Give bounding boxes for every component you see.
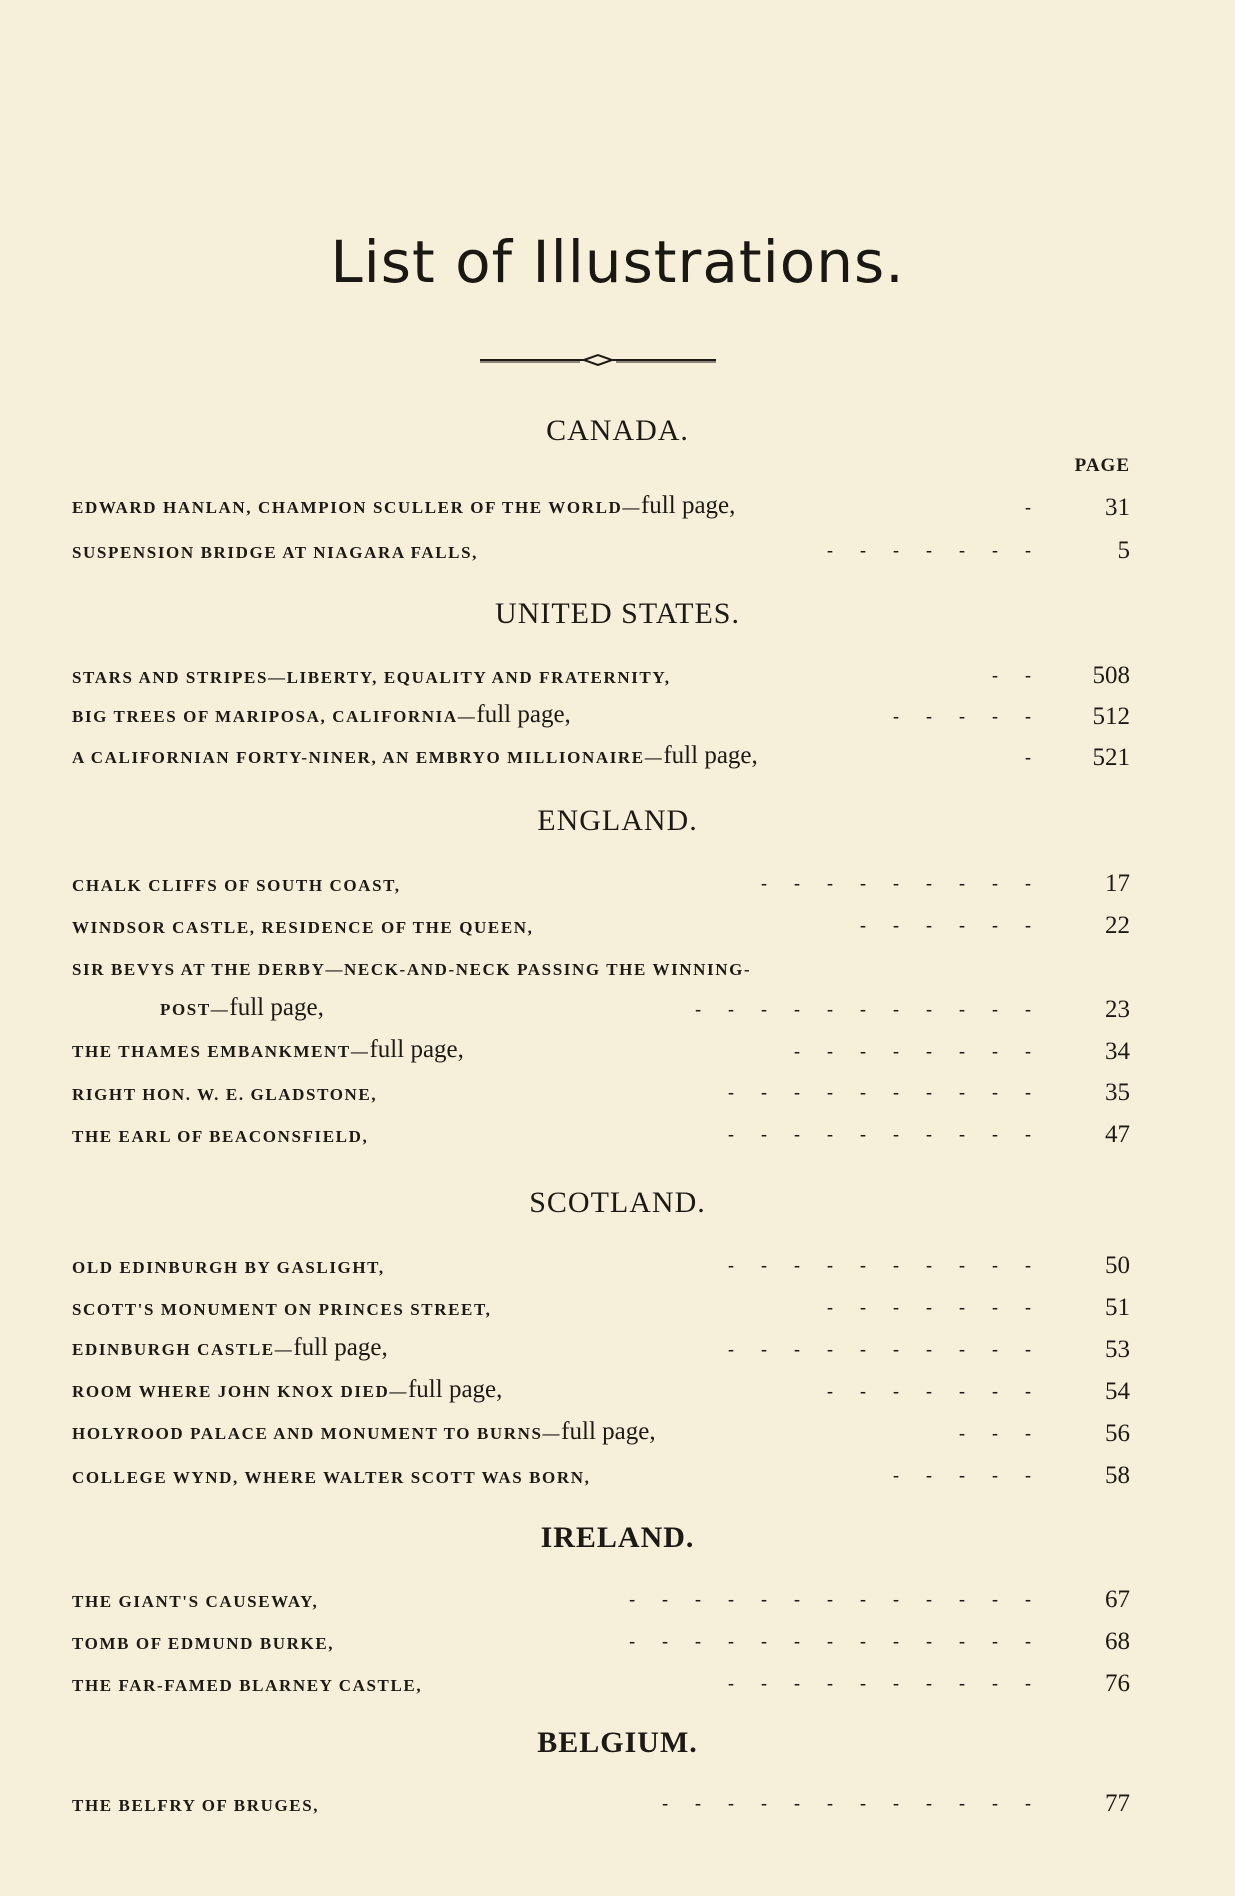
entry-page-number: 54: [1105, 1378, 1130, 1405]
dot-leader: ----------: [728, 1255, 1058, 1275]
entry-page-number: 35: [1105, 1079, 1130, 1106]
list-item: [72, 533, 1130, 567]
entry-page-number: 67: [1105, 1586, 1130, 1613]
entry-caption: THE EARL OF BEACONSFIELD,: [72, 1127, 369, 1146]
entry-caption: ROOM WHERE JOHN KNOX DIED—: [72, 1382, 408, 1401]
dot-leader: -------: [827, 1297, 1058, 1317]
entry-page-number: 512: [1092, 703, 1130, 730]
list-item: [72, 1786, 1130, 1820]
entry-note: full page,: [369, 1036, 464, 1063]
entry-page-number: 17: [1105, 870, 1130, 897]
entry-page-number: 68: [1105, 1628, 1130, 1655]
dot-leader: ----------: [728, 1124, 1058, 1144]
page-column-header: PAGE: [1074, 455, 1130, 476]
entry-page-number: 521: [1092, 744, 1130, 771]
dot-leader: ------: [860, 915, 1058, 935]
entry-caption: POST—: [160, 1000, 230, 1019]
section-heading-ireland: IRELAND.: [540, 1521, 695, 1554]
entry-caption: EDWARD HANLAN, CHAMPION SCULLER OF THE WORLD—: [72, 498, 641, 517]
entry-note: full page,: [640, 492, 736, 519]
dot-leader: -------: [827, 540, 1058, 560]
entry-note: full page,: [663, 742, 758, 769]
section-heading-scotland: SCOTLAND.: [529, 1186, 706, 1219]
list-item: [72, 658, 1130, 692]
list-item: [72, 908, 1130, 942]
entry-page-number: 51: [1105, 1294, 1130, 1321]
list-item: [72, 1582, 1130, 1616]
list-item: [72, 699, 1130, 733]
list-item: [72, 1290, 1130, 1324]
list-item: [72, 1075, 1130, 1109]
dot-leader: ----------: [728, 1673, 1058, 1693]
entry-note: full page,: [229, 994, 324, 1021]
dot-leader: -------------: [629, 1589, 1058, 1609]
entry-caption: TOMB OF EDMUND BURKE,: [72, 1634, 335, 1653]
entry-page-number: 5: [1117, 537, 1130, 564]
section-heading-england: ENGLAND.: [537, 804, 698, 837]
list-item: [72, 490, 1130, 524]
list-item: [72, 866, 1130, 900]
entry-note: full page,: [407, 1376, 503, 1403]
dot-leader: -----: [893, 706, 1058, 726]
section-heading-canada: CANADA.: [546, 414, 689, 447]
section-heading-belgium: BELGIUM.: [537, 1726, 698, 1759]
entry-caption: WINDSOR CASTLE, RESIDENCE OF THE QUEEN,: [72, 918, 534, 937]
dot-leader: ------------: [662, 1793, 1058, 1813]
entry-caption: A CALIFORNIAN FORTY-NINER, AN EMBRYO MILLIONAIRE—: [72, 748, 664, 767]
list-item: [72, 1666, 1130, 1700]
entry-caption: THE THAMES EMBANKMENT—: [72, 1042, 370, 1061]
list-item-continuation: [72, 992, 1130, 1026]
entry-page-number: 50: [1105, 1252, 1130, 1279]
entry-caption: SIR BEVYS AT THE DERBY—NECK-AND-NECK PASSING THE WINNING-: [72, 960, 752, 979]
entry-page-number: 56: [1105, 1420, 1130, 1447]
entry-page-number: 23: [1105, 996, 1130, 1023]
list-item: [72, 740, 1130, 774]
dot-leader: -----------: [695, 999, 1058, 1019]
entry-note: full page,: [293, 1334, 388, 1361]
list-item: [72, 1458, 1130, 1492]
dot-leader: -: [1025, 497, 1058, 517]
list-item: [72, 1332, 1130, 1366]
page-title: List of Illustrations.: [330, 228, 905, 296]
dot-leader: -------------: [629, 1631, 1058, 1651]
dot-leader: -------: [827, 1381, 1058, 1401]
entry-page-number: 77: [1105, 1790, 1130, 1817]
list-item: [72, 1117, 1130, 1151]
entry-caption: SCOTT'S MONUMENT ON PRINCES STREET,: [72, 1300, 492, 1319]
entry-caption: HOLYROOD PALACE AND MONUMENT TO BURNS—: [72, 1424, 562, 1443]
entry-caption: COLLEGE WYND, WHERE WALTER SCOTT WAS BORN,: [72, 1468, 591, 1487]
dot-leader: ---------: [761, 873, 1058, 893]
title-rule-ornament-icon: [480, 352, 716, 366]
entry-caption: OLD EDINBURGH BY GASLIGHT,: [72, 1258, 385, 1277]
dot-leader: --: [992, 665, 1058, 685]
entry-page-number: 34: [1105, 1038, 1130, 1065]
entry-page-number: 31: [1105, 494, 1130, 521]
list-item: [72, 1034, 1130, 1068]
dot-leader: ---: [959, 1423, 1058, 1443]
dot-leader: --------: [794, 1041, 1058, 1061]
entry-note: full page,: [561, 1418, 656, 1445]
entry-page-number: 47: [1105, 1121, 1130, 1148]
dot-leader: ----------: [728, 1339, 1058, 1359]
entry-caption: STARS AND STRIPES—LIBERTY, EQUALITY AND FRATERNITY,: [72, 668, 671, 687]
list-item: [72, 1624, 1130, 1658]
entry-caption: THE FAR-FAMED BLARNEY CASTLE,: [72, 1676, 423, 1695]
list-item: [72, 1248, 1130, 1282]
entry-caption: THE BELFRY OF BRUGES,: [72, 1796, 320, 1815]
dot-leader: -: [1025, 747, 1058, 767]
dot-leader: -----: [893, 1465, 1058, 1485]
entry-caption: SUSPENSION BRIDGE AT NIAGARA FALLS,: [72, 543, 479, 562]
entry-note: full page,: [476, 701, 571, 728]
entry-page-number: 58: [1105, 1462, 1130, 1489]
list-item: [72, 1416, 1130, 1450]
entry-caption: THE GIANT'S CAUSEWAY,: [72, 1592, 319, 1611]
entry-caption: CHALK CLIFFS OF SOUTH COAST,: [72, 876, 401, 895]
list-item: [72, 950, 1130, 984]
entry-caption: EDINBURGH CASTLE—: [72, 1340, 294, 1359]
entry-page-number: 76: [1105, 1670, 1130, 1697]
entry-page-number: 53: [1105, 1336, 1130, 1363]
list-item: [72, 1374, 1130, 1408]
entry-caption: RIGHT HON. W. E. GLADSTONE,: [72, 1085, 378, 1104]
entry-page-number: 508: [1092, 662, 1130, 689]
section-heading-united-states: UNITED STATES.: [495, 597, 740, 630]
entry-caption: BIG TREES OF MARIPOSA, CALIFORNIA—: [72, 707, 477, 726]
dot-leader: ----------: [728, 1082, 1058, 1102]
entry-page-number: 22: [1105, 912, 1130, 939]
